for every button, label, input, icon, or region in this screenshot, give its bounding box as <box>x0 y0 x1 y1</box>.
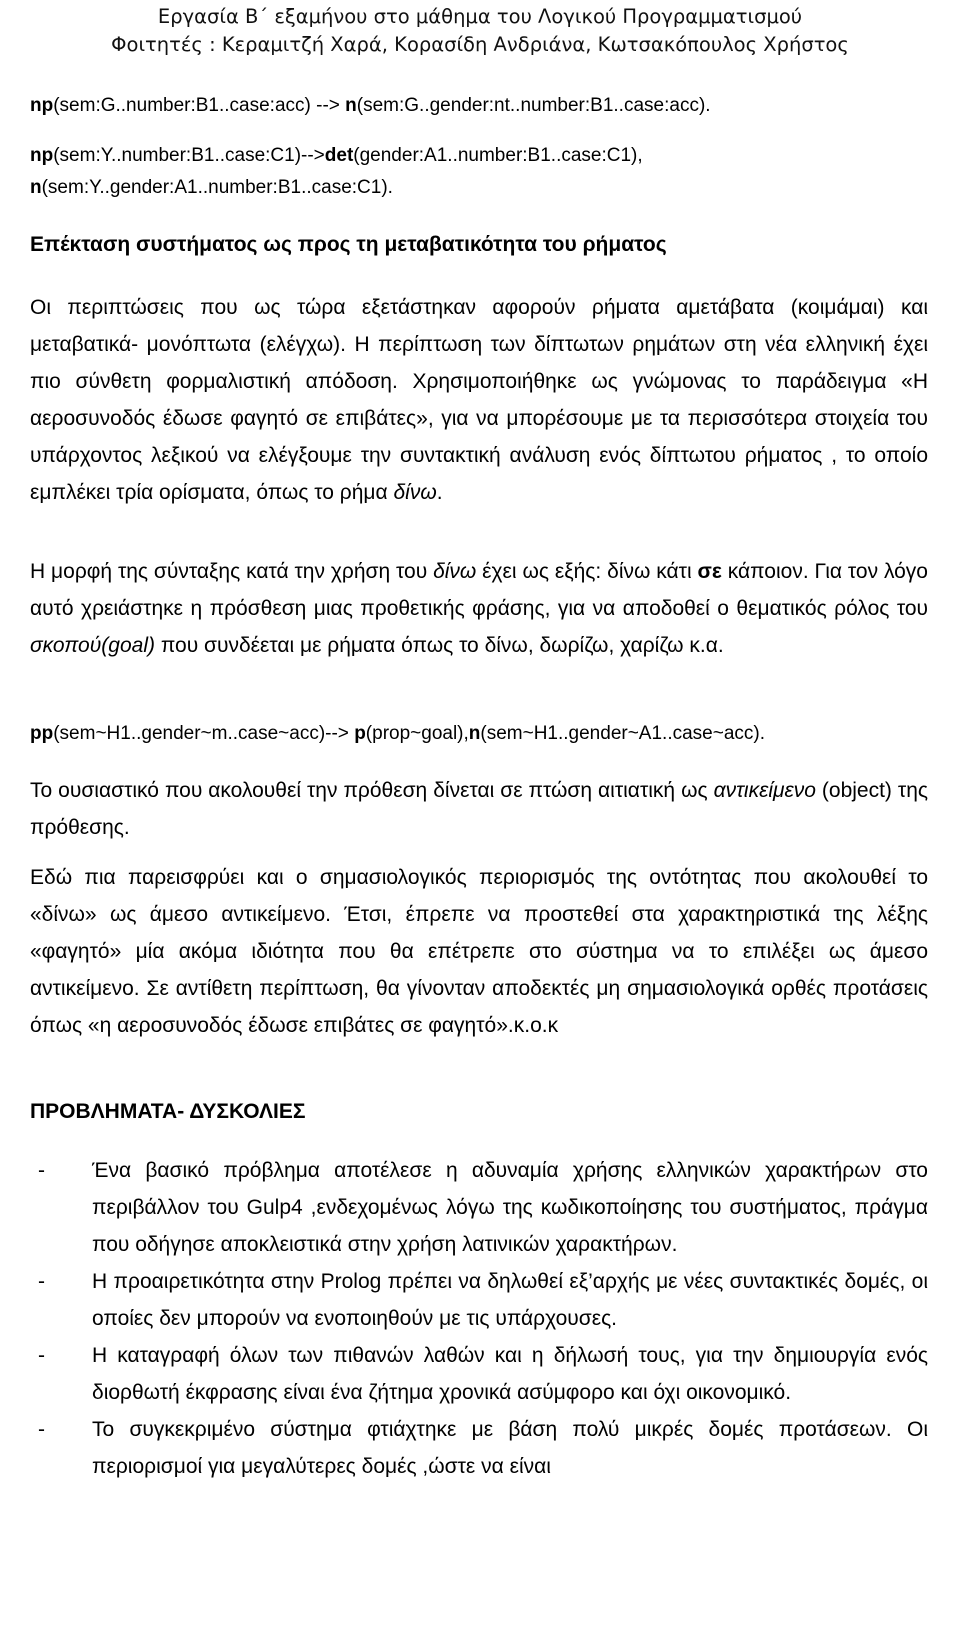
italic-term: σκοπού(goal) <box>30 634 155 657</box>
paragraph-text: που συνδέεται με ρήματα όπως το δίνω, δωρίζω, χαρίζω κ.α. <box>154 634 724 657</box>
rule-args: (sem:G..gender:nt..number:B1..case:acc). <box>356 95 711 116</box>
italic-term: δίνω <box>433 560 477 583</box>
list-dash: - <box>38 1159 45 1182</box>
paragraph-text: έχει ως εξής: δίνω κάτι <box>476 560 698 583</box>
rule-term: p <box>354 723 366 744</box>
list-dash: - <box>38 1418 45 1441</box>
paragraph-object <box>30 772 928 846</box>
rule-head: np <box>30 95 54 116</box>
list-item-text: Ένα βασικό πρόβλημα αποτέλεσε η αδυναμία χρήσης ελληνικών χαρακτήρων στο περιβάλλον του Gulp4 ,ενδεχομένως λόγω της κωδικοποίησης του συστήματος, πράγμα που οδήγησε αποκλειστικά στην χρήση λατινικών χαρακτήρων. <box>92 1159 928 1256</box>
grammar-rule-pp <box>30 718 765 750</box>
rule-term: n <box>30 177 42 198</box>
rule-args: (gender:A1..number:B1..case:C1), <box>353 145 643 166</box>
problems-heading: ΠΡΟΒΛΗΜΑΤΑ- ΔΥΣΚΟΛΙΕΣ <box>30 1100 306 1123</box>
rule-head: pp <box>30 723 54 744</box>
rule-args: (sem~H1..gender~m..case~acc)--> <box>53 723 355 744</box>
list-item-text: Το συγκεκριμένο σύστημα φτιάχτηκε με βάση πολύ μικρές δομές προτάσεων. Οι περιορισμοί για μεγαλύτερες δομές ,ώστε να είναι <box>92 1418 928 1478</box>
grammar-rule-np-n <box>30 90 711 122</box>
italic-term: αντικείμενο <box>713 779 816 802</box>
paragraph-text: . <box>436 481 443 504</box>
paragraph-semantic-restriction: Εδώ πια παρεισφρύει και ο σημασιολογικός περιορισμός της οντότητας που ακολουθεί το «δίνω» ως άμεσο αντικείμενο. Έτσι, έπρεπε να προστεθεί στα χαρακτηριστικά της λέξης «φαγητό» μία ακόμα ιδιότητα που θα επέτρεπε στο σύστημα να το επιλέξει ως άμεσο αντικείμενο. Σε αντίθετη περίπτωση, θα γίνονταν αποδεκτές μη σημασιολογικά ορθές προτάσεις όπως «η αεροσυνοδός έδωσε επιβάτες σε φαγητό».κ.ο.κ <box>30 866 928 1037</box>
rule-args: (sem:Y..gender:A1..number:B1..case:C1). <box>41 177 393 198</box>
rule-args: (sem~H1..gender~A1..case~acc). <box>480 723 766 744</box>
rule-args: (prop~goal), <box>365 723 469 744</box>
problems-list <box>30 1152 928 1485</box>
list-dash: - <box>38 1344 45 1367</box>
grammar-rule-np-det-n <box>30 140 643 204</box>
italic-term: δίνω <box>393 481 437 504</box>
paragraph-text: Το ουσιαστικό που ακολουθεί την πρόθεση δίνεται σε πτώση αιτιατική ως <box>30 779 714 802</box>
bold-term: σε <box>697 560 722 583</box>
rule-term: n <box>345 95 357 116</box>
rule-args: (sem:Y..number:B1..case:C1)--> <box>53 145 325 166</box>
list-item-text: Η καταγραφή όλων των πιθανών λαθών και η δήλωσή τους, για την δημιουργία ενός διορθωτή έκφρασης είναι ένα ζήτημα χρονικά ασύμφορο και όχι οικονομικό. <box>92 1344 928 1404</box>
rule-term: n <box>468 723 481 744</box>
list-item-text: Η προαιρετικότητα στην Prolog πρέπει να δηλωθεί εξ’αρχής με νέες συντακτικές δομές, οι οποίες δεν μπορούν να ενοποιηθούν με τις υπάρχουσες. <box>92 1270 928 1330</box>
list-dash: - <box>38 1270 45 1293</box>
paragraph-text: (object) της πρόθεσης. <box>30 779 928 839</box>
paragraph-text: Οι περιπτώσεις που ως τώρα εξετάστηκαν αφορούν ρήματα αμετάβατα (κοιμάμαι) και μεταβατικά- μονόπτωτα (ελέγχω). Η περίπτωση των δίπτωτων ρημάτων στη νέα ελληνική έχει πιο σύνθετη φορμαλιστική απόδοση. Χρησιμοποιήθηκε ως γνώμονας το παράδειγμα «Η αεροσυνοδός έδωσε φαγητό σε επιβάτες», για να μπορέσουμε με τα περισσότερα στοιχεία του υπάρχοντος λεξικού να ελέγξουμε την συντακτική ανάλυση ενός δίπτωτου ρήματος , το οποίο εμπλέκει τρία ορίσματα, όπως το ρήμα <box>30 296 928 504</box>
paragraph-syntax-form <box>30 553 928 664</box>
paragraph-transitivity <box>30 289 928 511</box>
rule-args: (sem:G..number:B1..case:acc) --> <box>53 95 346 116</box>
paragraph-text: κάποιον. Για τον λόγο αυτό χρειάστηκε η πρόσθεση μιας προθετικής φράσης, για να αποδοθεί ο θεματικός ρόλος του <box>30 560 928 620</box>
list-item <box>30 1152 928 1263</box>
list-item <box>30 1263 928 1337</box>
header-course-line: Εργασία Β΄ εξαμήνου στο μάθημα του Λογικού Προγραμματισμού <box>157 5 803 28</box>
list-item <box>30 1411 928 1485</box>
list-item <box>30 1337 928 1411</box>
rule-head: np <box>30 145 54 166</box>
page-header <box>0 3 960 59</box>
header-students-line: Φοιτητές : Κεραμιτζή Χαρά, Κορασίδη Ανδριάνα, Κωτσακόπουλος Χρήστος <box>111 33 849 56</box>
section-heading: Επέκταση συστήματος ως προς τη μεταβατικότητα του ρήματος <box>30 233 667 256</box>
paragraph-text: Η μορφή της σύνταξης κατά την χρήση του <box>30 560 434 583</box>
rule-term: det <box>324 145 354 166</box>
